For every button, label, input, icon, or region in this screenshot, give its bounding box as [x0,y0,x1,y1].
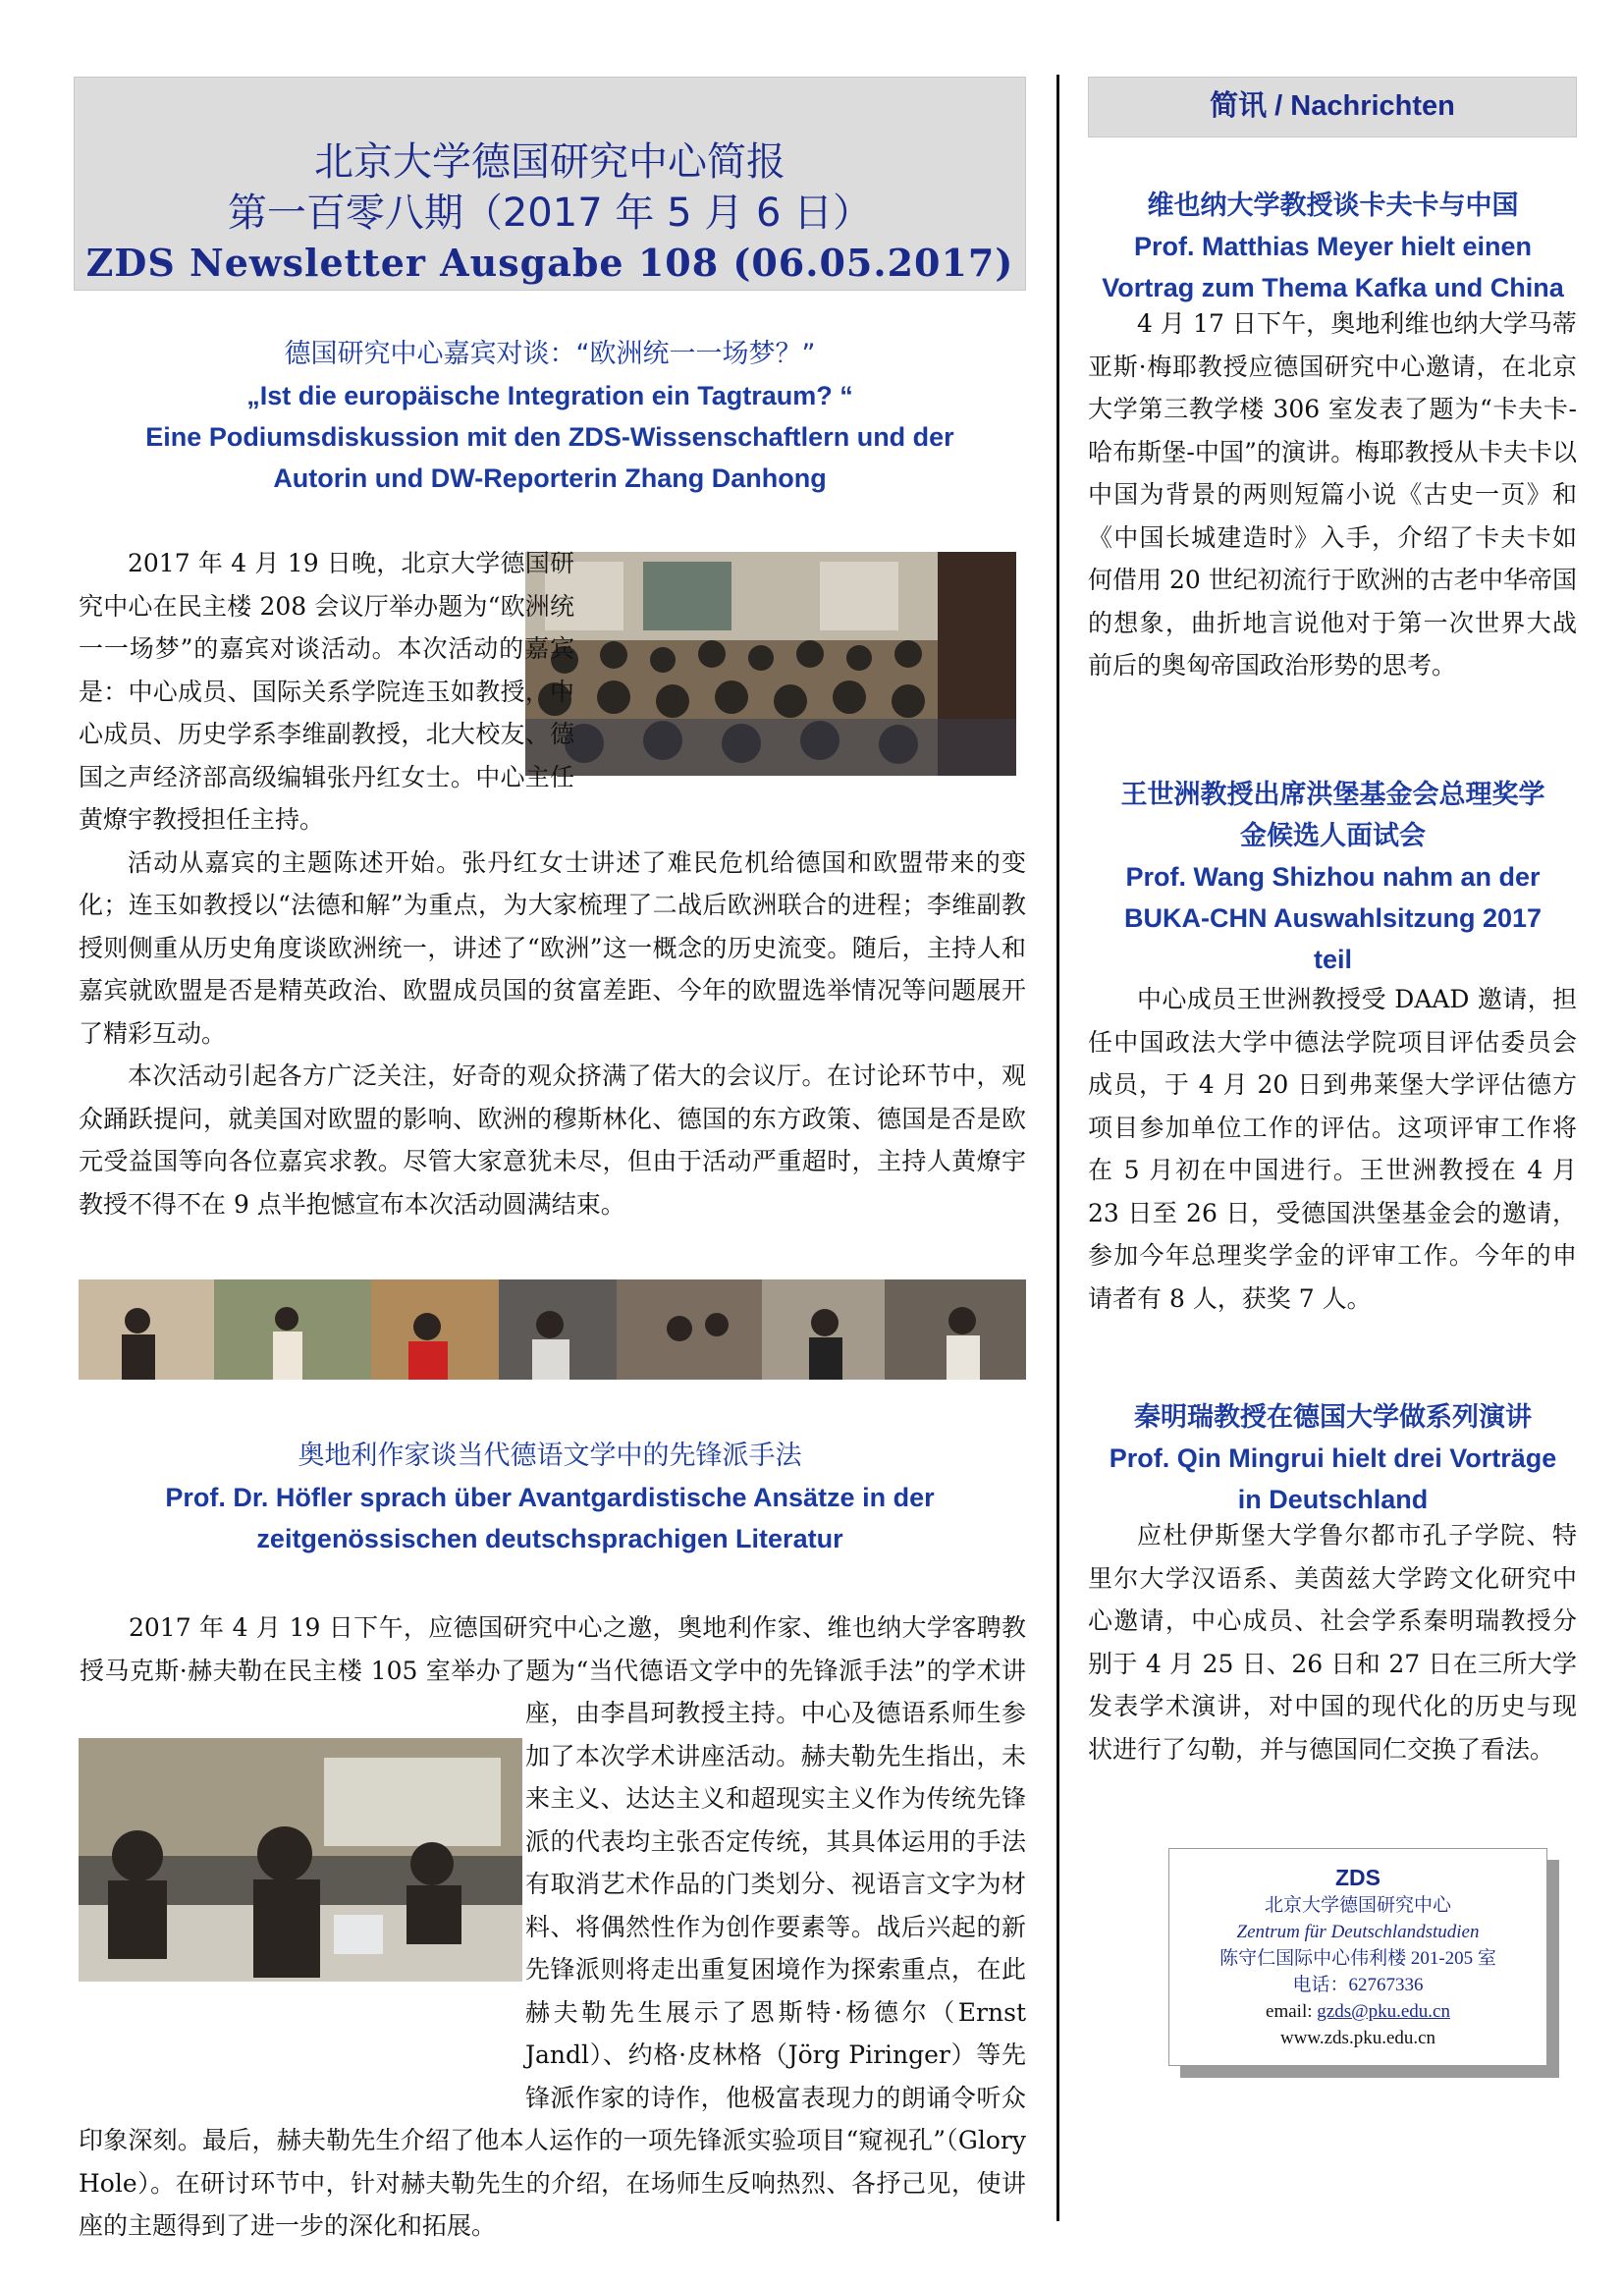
photo-float-space-2 [79,1734,525,2111]
contact-website[interactable]: www.zds.pku.edu.cn [1279,2028,1436,2048]
article1-paragraph-1: 2017 年 4 月 19 日晚，北京大学德国研究中心在民主楼 208 会议厅举办题为“欧洲统一一场梦”的嘉宾对谈活动。本次活动的嘉宾是：中心成员、国际关系学院连玉如教授，中心成员、历史学系李维副教授，北大校友、德国之声经济部高级编辑张丹红女士。中心主任黄燎宇教授担任主持。 [79,549,574,834]
news1-headline [1085,185,1581,308]
article1-body [79,542,1026,1225]
news2-headline-cn2: 金候选人面试会 [1240,821,1426,850]
news3-paragraph: 应杜伊斯堡大学鲁尔都市孔子学院、特里尔大学汉语系、美茵兹大学跨文化研究中心邀请，中心成员、社会学系秦明瑞教授分别于 4 月 25 日、26 日和 27 日在三所大学发表学术演讲，对中国的现代化的历史与现状进行了勾勒，并与德国同仁交换了看法。 [1088,1521,1577,1764]
contact-center-cn: 北京大学德国研究中心 [1264,1895,1451,1916]
header-issue-cn: 第一百零八期（2017 年 5 月 6 日） [227,190,873,236]
photo-strip [79,1279,1026,1380]
contact-email-row [1169,1998,1546,2025]
news1-body [1088,302,1577,687]
news2-body [1088,978,1577,1320]
article2-headline-de2: zeitgenössischen deutschsprachigen Literatur [256,1524,843,1553]
article1-paragraph-2: 活动从嘉宾的主题陈述开始。张丹红女士讲述了难民危机给德国和欧盟带来的变化；连玉如教授以“法德和解”为重点，为大家梳理了二战后欧洲联合的进程；李维副教授则侧重从历史角度谈欧洲统一，讲述了“欧洲”这一概念的历史流变。随后，主持人和嘉宾就欧盟是否是精英政治、欧盟成员国的贫富差距、今年的欧盟选举情况等问题展开了精彩互动。 [79,847,1026,1048]
news3-headline [1085,1396,1581,1520]
contact-email-link[interactable]: gzds@pku.edu.cn [1317,2001,1450,2022]
photo-float-space [574,542,1026,776]
news3-headline-de2: in Deutschland [1237,1485,1429,1514]
article2-headline-de1: Prof. Dr. Höfler sprach über Avantgardistische Ansätze in der [165,1483,935,1512]
contact-box [1168,1848,1547,2066]
article1-headline-de1: „Ist die europäische Integration ein Tagtraum? “ [246,381,853,410]
column-divider [1056,75,1059,2221]
header-issue-de: ZDS Newsletter Ausgabe 108 (06.05.2017) [85,241,1014,285]
article1-paragraph-3: 本次活动引起各方广泛关注，好奇的观众挤满了偌大的会议厅。在讨论环节中，观众踊跃提问，就美国对欧盟的影响、欧洲的穆斯林化、德国的东方政策、德国是否是欧元受益国等向各位嘉宾求教。尽管大家意犹未尽，但由于活动严重超时，主持人黄燎宇教授不得不在 9 点半抱憾宣布本次活动圆满结束。 [79,1061,1026,1219]
article1-headline-de2: Eine Podiumsdiskussion mit den ZDS-Wissenschaftlern und der [145,422,954,452]
news3-headline-de1: Prof. Qin Mingrui hielt drei Vorträge [1109,1443,1557,1473]
article1-headline-cn: 德国研究中心嘉宾对谈：“欧洲统一一场梦？” [284,339,816,369]
news2-headline-de2: BUKA-CHN Auswahlsitzung 2017 [1123,903,1543,933]
news-section-header: 简讯 / Nachrichten [1088,77,1577,137]
article2-headline-cn: 奥地利作家谈当代德语文学中的先锋派手法 [298,1441,802,1471]
news3-headline-cn: 秦明瑞教授在德国大学做系列演讲 [1134,1402,1532,1432]
news3-body [1088,1514,1577,1770]
contact-title: ZDS [1335,1865,1380,1890]
contact-phone: 电话：62767336 [1292,1975,1424,1995]
news2-headline-cn1: 王世洲教授出席洪堡基金会总理奖学 [1120,780,1545,809]
news2-headline-de1: Prof. Wang Shizhou nahm an der [1125,862,1541,892]
article2-body [79,1606,1026,2248]
news1-headline-de1: Prof. Matthias Meyer hielt einen [1133,232,1533,261]
news1-paragraph: 4 月 17 日下午，奥地利维也纳大学马蒂亚斯·梅耶教授应德国研究中心邀请，在北京大学第三教学楼 306 室发表了题为“卡夫卡-哈布斯堡-中国”的演讲。梅耶教授从卡夫卡以中国为背景的两则短篇小说《古史一页》和《中国长城建造时》入手，介绍了卡夫卡如何借用 20 世纪初流行于欧洲的古老中华帝国的想象，曲折地言说他对于第一次世界大战前后的奥匈帝国政治形势的思考。 [1088,309,1577,680]
contact-center-de: Zentrum für Deutschlandstudien [1236,1922,1480,1942]
article2-paragraph-1: 2017 年 4 月 19 日下午，应德国研究中心之邀，奥地利作家、维也纳大学客聘教授马克斯·赫夫勒在民主楼 105 室举办了题为“当代德语文学中的先锋派手法”的学术讲座，由李昌珂教授主持。中心及德语系师生参加了本次学术讲座活动。赫夫勒先生指出，未来主义、达达主义和超现实主义作为传统先锋派的代表均主张否定传统，其具体运用的手法有取消艺术作品的门类划分、视语言文字为材料、将偶然性作为创作要素等。战后兴起的新先锋派则将走出重复困境作为探索重点，在此赫夫勒先生展示了恩斯特·杨德尔（Ernst Jandl）、约格·皮林格（Jörg Piringer）等先锋派作家的诗作，他极富表现力的朗诵令听众印象深刻。最后，赫夫勒先生介绍了他本人运作的一项先锋派实验项目“窥视孔”（Glory Hole）。在研讨环节中，针对赫夫勒先生的介绍，在场师生反响热烈、各抒己见，使讲座的主题得到了进一步的深化和拓展。 [79,1613,1026,2240]
contact-address: 陈守仁国际中心伟利楼 201-205 室 [1219,1948,1496,1969]
header-title-cn: 北京大学德国研究中心简报 [314,139,785,185]
newsletter-header [74,77,1026,291]
article2-headline [74,1436,1026,1559]
news1-headline-de2: Vortrag zum Thema Kafka und China [1102,273,1564,302]
news2-paragraph: 中心成员王世洲教授受 DAAD 邀请，担任中国政法大学中德法学院项目评估委员会成员，于 4 月 20 日到弗莱堡大学评估德方项目参加单位工作的评估。这项评审工作将在 5 月初在中国进行。王世洲教授在 4 月 23 日至 26 日，受德国洪堡基金会的邀请，参加今年总理奖学金的评审工作。今年的申请者有 8 人，获奖 7 人。 [1088,985,1577,1313]
contact-email-label: email: [1266,2001,1318,2022]
news1-headline-cn: 维也纳大学教授谈卡夫卡与中国 [1147,190,1519,220]
article1-headline [74,334,1026,499]
article1-headline-de3: Autorin und DW-Reporterin Zhang Danhong [273,463,827,493]
news2-headline-de3: teil [1313,945,1352,974]
news2-headline [1085,774,1581,980]
